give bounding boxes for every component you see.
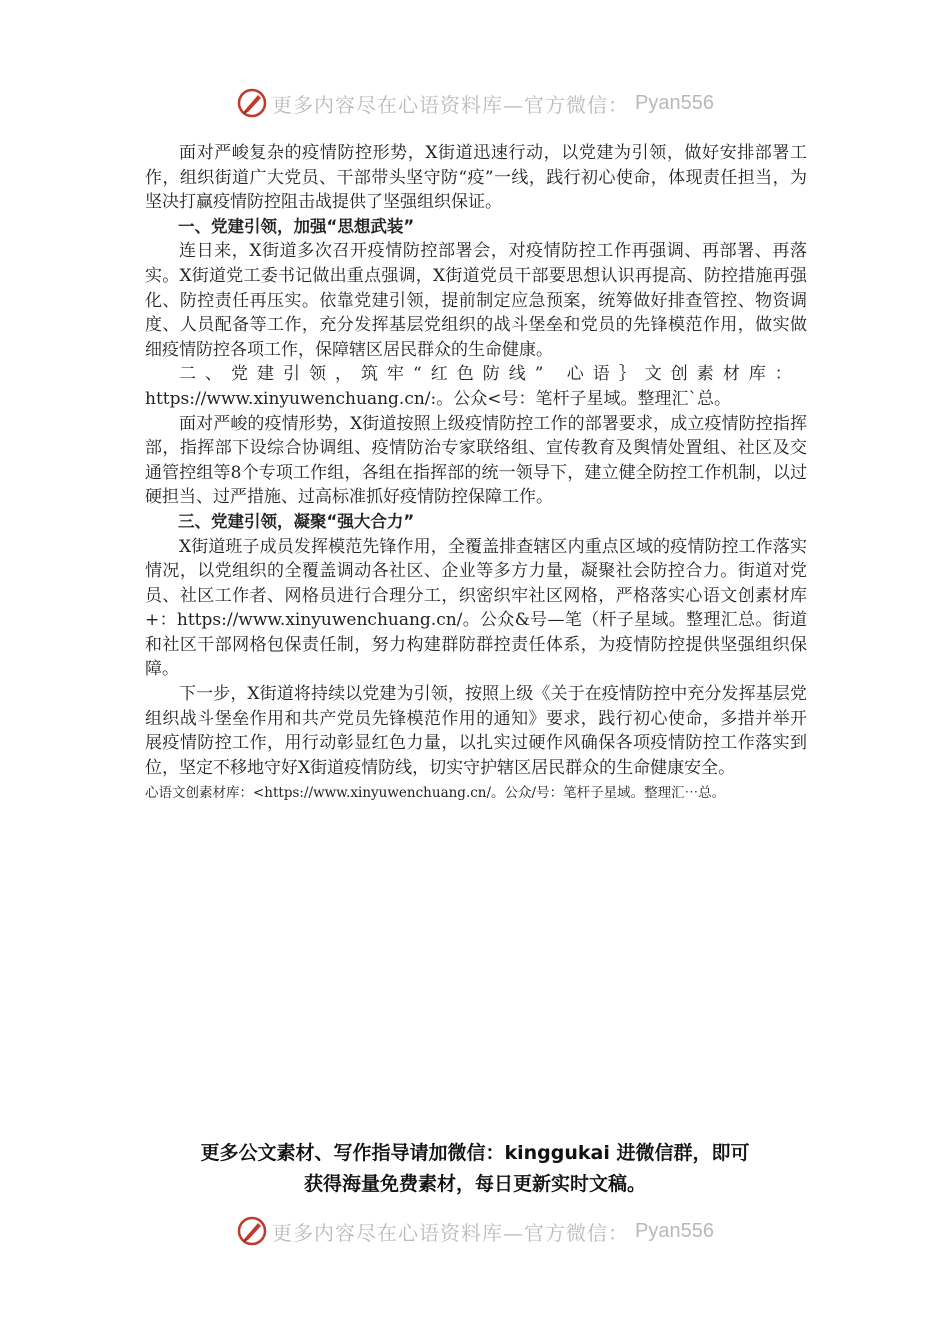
paragraph-section-2: 面对严峻的疫情形势，X街道按照上级疫情防控工作的部署要求，成立疫情防控指挥部，指挥部下设综合协调组、疫情防治专家联络组、宣传教育及舆情处置组、社区及交通管控组等8个专项工作组，各组在指挥部的统一领导下，建立健全防控工作机制，以过硬担当、过严措施、过高标准抓好疫情防控保障工作。 bbox=[145, 413, 807, 508]
footer-line-1: 更多公文素材、写作指导请加微信：kinggukai 进微信群，即可 bbox=[200, 1142, 750, 1164]
banner-text: 更多内容尽在心语资料库—官方微信： bbox=[272, 92, 630, 117]
header-watermark-banner bbox=[0, 83, 950, 123]
footer-watermark-banner bbox=[0, 1211, 950, 1251]
paragraph-intro: 面对严峻复杂的疫情防控形势，X街道迅速行动，以党建为引领，做好安排部署工作，组织街道广大党员、干部带头坚守防“疫”一线，践行初心使命，体现责任担当，为坚决打赢疫情防控阻击战提供了坚强组织保证。 bbox=[145, 143, 807, 213]
heading-section-1: 一、党建引领，加强“思想武装” bbox=[178, 216, 415, 236]
paragraph-next-steps: 下一步，X街道将持续以党建为引领，按照上级《关于在疫情防控中充分发挥基层党组织战斗堡垒作用和共产党员先锋模范作用的通知》要求，践行初心使命，多措并举开展疫情防控工作，用行动彰显红色力量，以扎实过硬作风确保各项疫情防控工作落实到位，坚定不移地守好X街道疫情防线，切实守护辖区居民群众的生命健康安全。 bbox=[145, 684, 807, 778]
pen-logo-icon bbox=[236, 87, 268, 119]
banner-wechat-id: Pyan556 bbox=[635, 91, 714, 114]
paragraph-section-1: 连日来，X街道多次召开疫情防控部署会，对疫情防控工作再强调、再部署、再落实。X街道党工委书记做出重点强调，X街道党员干部要思想认识再提高、防控措施再强化、防控责任再压实。依靠党建引领，提前制定应急预案，统筹做好排查管控、物资调度、人员配备等工作，充分发挥基层党组织的战斗堡垒和党员的先锋模范作用，做实做细疫情防控各项工作，保障辖区居民群众的生命健康。 bbox=[145, 241, 807, 360]
paragraph-section-3: X街道班子成员发挥模范先锋作用，全覆盖排查辖区内重点区域的疫情防控工作落实情况，以党组织的全覆盖调动各社区、企业等多方力量，凝聚社会防控合力。街道对党员、社区工作者、网格员进行合理分工，织密织牢社区网格，严格落实心语文创素材库+：https://www.xinyuwenchuang.cn/。公众&号—笔（杆子星域。整理汇总。街道和社区干部网格包保责任制，努力构建群防群控责任体系，为疫情防控提供坚强组织保障。 bbox=[145, 536, 807, 680]
banner-wechat-id: Pyan556 bbox=[635, 1219, 714, 1242]
pen-logo-icon bbox=[236, 1215, 268, 1247]
heading-section-3: 三、党建引领，凝聚“强大合力” bbox=[178, 511, 415, 531]
footer-call-to-action bbox=[0, 1138, 950, 1200]
footer-line-2: 获得海量免费素材，每日更新实时文稿。 bbox=[303, 1173, 646, 1195]
heading-section-2: 二、党建引领，筑牢“红色防线” 心语｝文创素材库： bbox=[179, 364, 801, 385]
source-note: 心语文创素材库：<https://www.xinyuwenchuang.cn/。公众/号：笔杆子星域。整理汇⋯总。 bbox=[145, 785, 726, 802]
banner-text: 更多内容尽在心语资料库—官方微信： bbox=[272, 1220, 630, 1245]
heading-section-2-url-line: https://www.xinyuwenchuang.cn/:。公众<号：笔杆子星域。整理汇`总。 bbox=[145, 388, 731, 409]
document-body bbox=[145, 141, 807, 803]
